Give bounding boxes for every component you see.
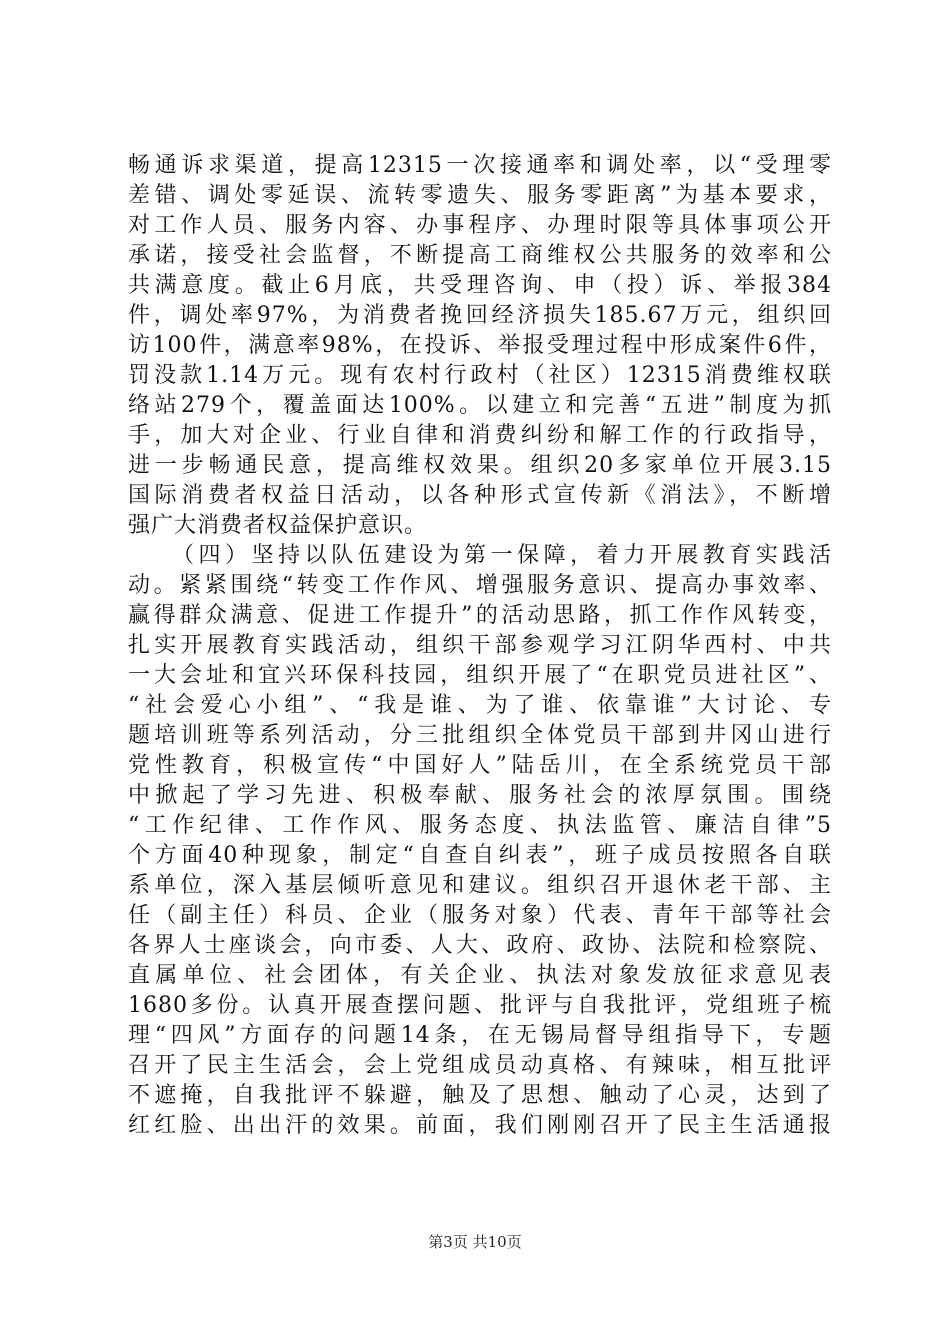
text-line: 各界人士座谈会，向市委、人大、政府、政协、法院和检察院、 (128, 933, 832, 958)
text-line: 访100件，满意率98%，在投诉、举报受理过程中形成案件6件， (128, 333, 832, 358)
text-line: 差错、调处零延误、流转零遗失、服务零距离”为基本要求， (128, 183, 832, 208)
text-line: “社会爱心小组”、“我是谁、为了谁、依靠谁”大讨论、专 (128, 693, 832, 718)
text-line: 进一步畅通民意，提高维权效果。组织20多家单位开展3.15 (128, 453, 832, 478)
text-line: 中掀起了学习先进、积极奉献、服务社会的浓厚氛围。围绕 (128, 783, 832, 808)
text-line: 系单位，深入基层倾听意见和建议。组织召开退休老干部、主 (128, 873, 832, 898)
text-line: 畅通诉求渠道，提高12315一次接通率和调处率，以“受理零 (128, 153, 832, 178)
text-line: 党性教育，积极宣传“中国好人”陆岳川，在全系统党员干部 (128, 753, 832, 778)
text-line: 共满意度。截止6月底，共受理咨询、申（投）诉、举报384 (128, 273, 832, 298)
text-line: 国际消费者权益日活动，以各种形式宣传新《消法》，不断增 (128, 483, 832, 508)
text-line: 罚没款1.14万元。现有农村行政村（社区）12315消费维权联 (128, 363, 832, 388)
text-line: 承诺，接受社会监督，不断提高工商维权公共服务的效率和公 (128, 243, 832, 268)
text-line: 红红脸、出出汗的效果。前面，我们刚刚召开了民主生活通报 (128, 1113, 832, 1138)
text-line: 理“四风”方面存的问题14条，在无锡局督导组指导下，专题 (128, 1023, 832, 1048)
text-line: “工作纪律、工作作风、服务态度、执法监管、廉洁自律”5 (128, 813, 832, 838)
paragraph-end-line: 强广大消费者权益保护意识。 (128, 513, 428, 538)
text-line: 对工作人员、服务内容、办事程序、办理时限等具体事项公开 (128, 213, 832, 238)
text-line: 手，加大对企业、行业自律和消费纠纷和解工作的行政指导， (128, 423, 832, 448)
text-line: 络站279个，覆盖面达100%。以建立和完善“五进”制度为抓 (128, 393, 832, 418)
text-line: 扎实开展教育实践活动，组织干部参观学习江阴华西村、中共 (128, 633, 832, 658)
page-number-footer: 第3页 共10页 (428, 1233, 522, 1251)
text-line: 题培训班等系列活动，分三批组织全体党员干部到井冈山进行 (128, 723, 832, 748)
text-line: 不遮掩，自我批评不躲避，触及了思想、触动了心灵，达到了 (128, 1083, 832, 1108)
section-heading-line: （四）坚持以队伍建设为第一保障，着力开展教育实践活 (172, 543, 832, 568)
text-line: 一大会址和宜兴环保科技园，组织开展了“在职党员进社区”、 (128, 663, 832, 688)
text-line: 任（副主任）科员、企业（服务对象）代表、青年干部等社会 (128, 903, 832, 928)
text-line: 直属单位、社会团体，有关企业、执法对象发放征求意见表 (128, 963, 832, 988)
text-line: 1680多份。认真开展查摆问题、批评与自我批评，党组班子梳 (128, 993, 832, 1018)
text-line: 赢得群众满意、促进工作提升”的活动思路，抓工作作风转变， (128, 603, 832, 628)
text-line: 动。紧紧围绕“转变工作作风、增强服务意识、提高办事效率、 (128, 573, 832, 598)
text-line: 个方面40种现象，制定“自查自纠表”，班子成员按照各自联 (128, 843, 832, 868)
text-line: 召开了民主生活会，会上党组成员动真格、有辣味，相互批评 (128, 1053, 832, 1078)
document-body (128, 151, 832, 1141)
text-line: 件，调处率97%，为消费者挽回经济损失185.67万元，组织回 (128, 303, 832, 328)
